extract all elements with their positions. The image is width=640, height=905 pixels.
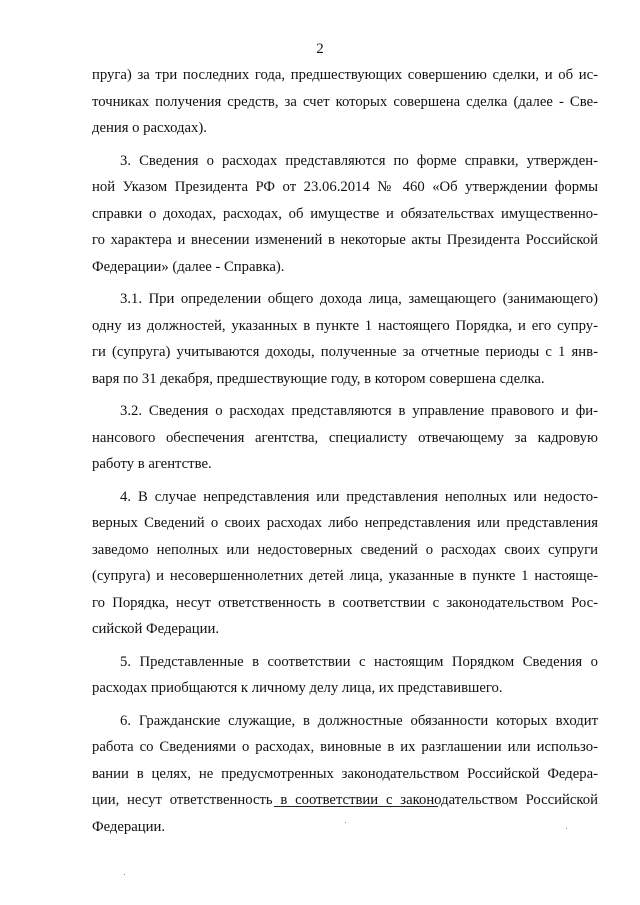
paragraph-item-3 [92, 148, 598, 281]
text-line: (супруга) и несовершеннолетних детей лица, указанные в пункте 1 настояще- [92, 568, 598, 584]
text-line: сийской Федерации. [92, 621, 220, 637]
text-line: Федерации. [92, 818, 166, 835]
text-line: расходах приобщаются к личному делу лица, их представившего. [92, 680, 503, 696]
text-line: точниках получения средств, за счет которых совершена сделка (далее - Све- [92, 93, 598, 110]
text-line: 5. Представленные в соответствии с настоящим Порядком Сведения о [120, 653, 598, 670]
scan-speck [124, 874, 125, 875]
paragraph-item-6 [92, 708, 598, 841]
text-line: варя по 31 декабря, предшествующие году, в котором совершена сделка. [92, 370, 545, 387]
text-line: 3.2. Сведения о расходах представляются в управление правового и фи- [120, 403, 598, 419]
text-line: пруга) за три последних года, предшествующих совершению сделки, и об ис- [92, 67, 598, 83]
text-line: го Порядка, несут ответственность в соответствии с законодательством Рос- [92, 594, 598, 611]
text-line: 3.1. При определении общего дохода лица, замещающего (занимающего) [120, 291, 598, 307]
page-number: 2 [316, 41, 324, 57]
paragraph-item-3-1 [92, 286, 598, 392]
text-line: вании в целях, не предусмотренных законодательством Российской Федера- [92, 765, 598, 782]
text-line: 6. Гражданские служащие, в должностные обязанности которых входит [120, 712, 598, 729]
text-line: ции, несут ответственность в соответствии с законодательством Российской [92, 792, 598, 808]
text-line: Федерации» (далее - Справка). [92, 258, 285, 275]
paragraph-item-4 [92, 484, 598, 643]
text-line: 3. Сведения о расходах представляются по форме справки, утвержден- [120, 152, 598, 169]
document-body [92, 62, 598, 840]
text-line: работу в агентстве. [92, 456, 212, 472]
scan-speck [566, 828, 567, 829]
paragraph-item-5 [92, 649, 598, 702]
paragraph-item-3-2 [92, 398, 598, 478]
text-line: ги (супруга) учитываются доходы, полученные за отчетные периоды с 1 янв- [92, 344, 598, 360]
paragraph-continuation [92, 62, 598, 142]
text-line: одну из должностей, указанных в пункте 1 настоящего Порядка, и его супру- [92, 317, 598, 334]
end-of-text-rule [274, 806, 438, 807]
text-line: ной Указом Президента РФ от 23.06.2014 № 460 «Об утверждении формы [92, 179, 598, 195]
text-line: заведомо неполных или недостоверных сведений о расходах своих супруги [92, 541, 598, 558]
text-line: верных Сведений о своих расходах либо непредставления или представления [92, 515, 598, 531]
text-line: 4. В случае непредставления или представления неполных или недосто- [120, 488, 598, 505]
text-line: го характера и внесении изменений в некоторые акты Президента Российской [92, 232, 598, 248]
scan-speck [345, 822, 346, 823]
text-line: справки о доходах, расходах, об имуществе и обязательствах имущественно- [92, 205, 598, 222]
text-line: работа со Сведениями о расходах, виновные в их разглашении или использо- [92, 739, 598, 755]
text-line: дения о расходах). [92, 120, 207, 136]
text-line: нансового обеспечения агентства, специалисту отвечающему за кадровую [92, 429, 598, 446]
